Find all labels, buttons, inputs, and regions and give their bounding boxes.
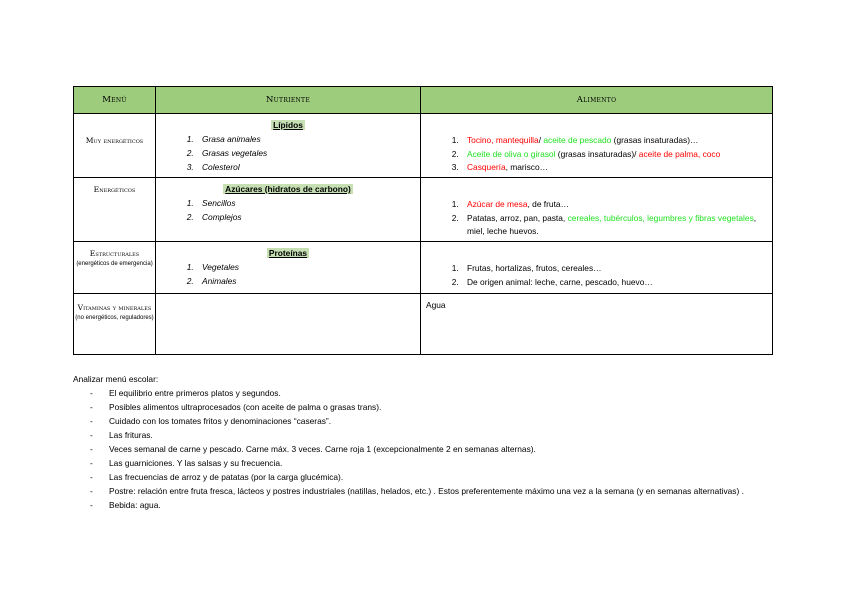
nutrient-item: 1. Sencillos [196, 196, 420, 210]
table-row [74, 178, 773, 242]
nutrient-item: 1. Grasa animales [196, 132, 420, 146]
table-row [74, 114, 773, 178]
table-row [74, 294, 773, 355]
food-item [461, 134, 772, 148]
food-item [461, 148, 772, 162]
menu-category [74, 178, 156, 242]
list-item: - Las frecuencias de arroz y de patatas (por la carga glucémica). [73, 470, 773, 484]
food-text: De origen animal: leche, carne, pescado, huevo… [467, 276, 653, 287]
food-text: Casquería [467, 162, 506, 172]
nutrient-cell [156, 114, 421, 178]
food-cell [421, 242, 773, 294]
table-header-row [74, 87, 773, 114]
list-item: - Posibles alimentos ultraprocesados (con aceite de palma o grasas trans). [73, 400, 773, 414]
table-row [74, 242, 773, 294]
food-list [421, 262, 772, 289]
food-cell [421, 178, 773, 242]
food-text: Patatas, arroz, pan, pasta, [467, 212, 568, 223]
menu-category-note: (energéticos de emergencia) [76, 261, 153, 267]
nutrient-title: Lípidos [273, 120, 303, 130]
menu-category-label: Vitaminas y minerales [77, 303, 152, 312]
nutrient-cell [156, 242, 421, 294]
notes-title: Analizar menú escolar: [73, 374, 159, 384]
food-list [421, 134, 772, 175]
food-item [461, 161, 772, 175]
food-text: / [538, 135, 544, 145]
food-item [461, 276, 772, 290]
food-text: , marisco… [505, 162, 548, 172]
food-item [461, 262, 772, 276]
nutrient-item: 2. Grasas vegetales [196, 146, 420, 160]
food-cell [421, 114, 773, 178]
food-text: cereales, tubérculos, legumbres y fibras vegetales [567, 212, 754, 223]
nutrient-cell-empty [156, 294, 421, 355]
list-item: - Postre: relación entre fruta fresca, lácteos y postres industriales (natillas, helados, etc.) . Estos preferentemente máximo una vez a la semana (y en semanas alternativas) . [73, 484, 773, 498]
list-item: - Cuidado con los tomates fritos y denominaciones “caseras”. [73, 414, 773, 428]
food-text: Frutas, hortalizas, frutos, cereales… [467, 263, 602, 273]
list-item: - Veces semanal de carne y pescado. Carne máx. 3 veces. Carne roja 1 (excepcionalmente 2 en semanas alternas). [73, 442, 773, 456]
food-text: , miel, leche huevos. [467, 212, 757, 236]
menu-category [74, 242, 156, 294]
notes-section [73, 372, 773, 512]
food-text: aceite de pescado [543, 135, 612, 145]
nutrient-title: Azúcares (hidratos de carbono) [225, 184, 351, 194]
nutrient-item: 2. Complejos [196, 210, 420, 224]
food-text: (grasas insaturadas)/ [555, 148, 639, 159]
food-item [461, 212, 772, 239]
food-text: , de fruta… [527, 199, 569, 209]
food-cell [421, 294, 773, 355]
food-text: Aceite de oliva o girasol [467, 148, 556, 159]
nutrient-item: 3. Colesterol [196, 160, 420, 174]
menu-category-label: Muy energéticos [85, 136, 144, 145]
nutrient-item: 1. Vegetales [196, 260, 420, 274]
list-item: - El equilibrio entre primeros platos y segundos. [73, 386, 773, 400]
nutrient-item: 2. Animales [196, 274, 420, 288]
food-list [421, 198, 772, 239]
nutrient-list [156, 260, 420, 288]
list-item: - Bebida: agua. [73, 498, 773, 512]
nutrition-table [73, 86, 773, 355]
nutrient-cell [156, 178, 421, 242]
food-text: Azúcar de mesa [467, 199, 528, 209]
list-item: - Las guarniciones. Y las salsas y su frecuencia. [73, 456, 773, 470]
food-text: aceite de palma, coco [638, 148, 721, 159]
food-item [461, 198, 772, 212]
header-nutriente: Nutriente [156, 87, 421, 114]
food-text: Tocino, mantequilla [467, 135, 539, 145]
menu-category [74, 114, 156, 178]
menu-category-label: Energéticos [93, 185, 136, 194]
list-item: - Las frituras. [73, 428, 773, 442]
menu-category-note: (no energéticos, reguladores) [75, 315, 154, 321]
notes-list [73, 386, 773, 512]
nutrient-title: Proteínas [268, 248, 308, 258]
header-alimento: Alimento [421, 87, 773, 114]
nutrient-list [156, 196, 420, 224]
food-text: (grasas insaturadas)… [611, 135, 699, 145]
header-menu: Menú [74, 87, 156, 114]
menu-category [74, 294, 156, 355]
menu-category-label: Estructurales [89, 249, 140, 258]
nutrient-list [156, 132, 420, 174]
food-text: Agua [426, 300, 446, 310]
